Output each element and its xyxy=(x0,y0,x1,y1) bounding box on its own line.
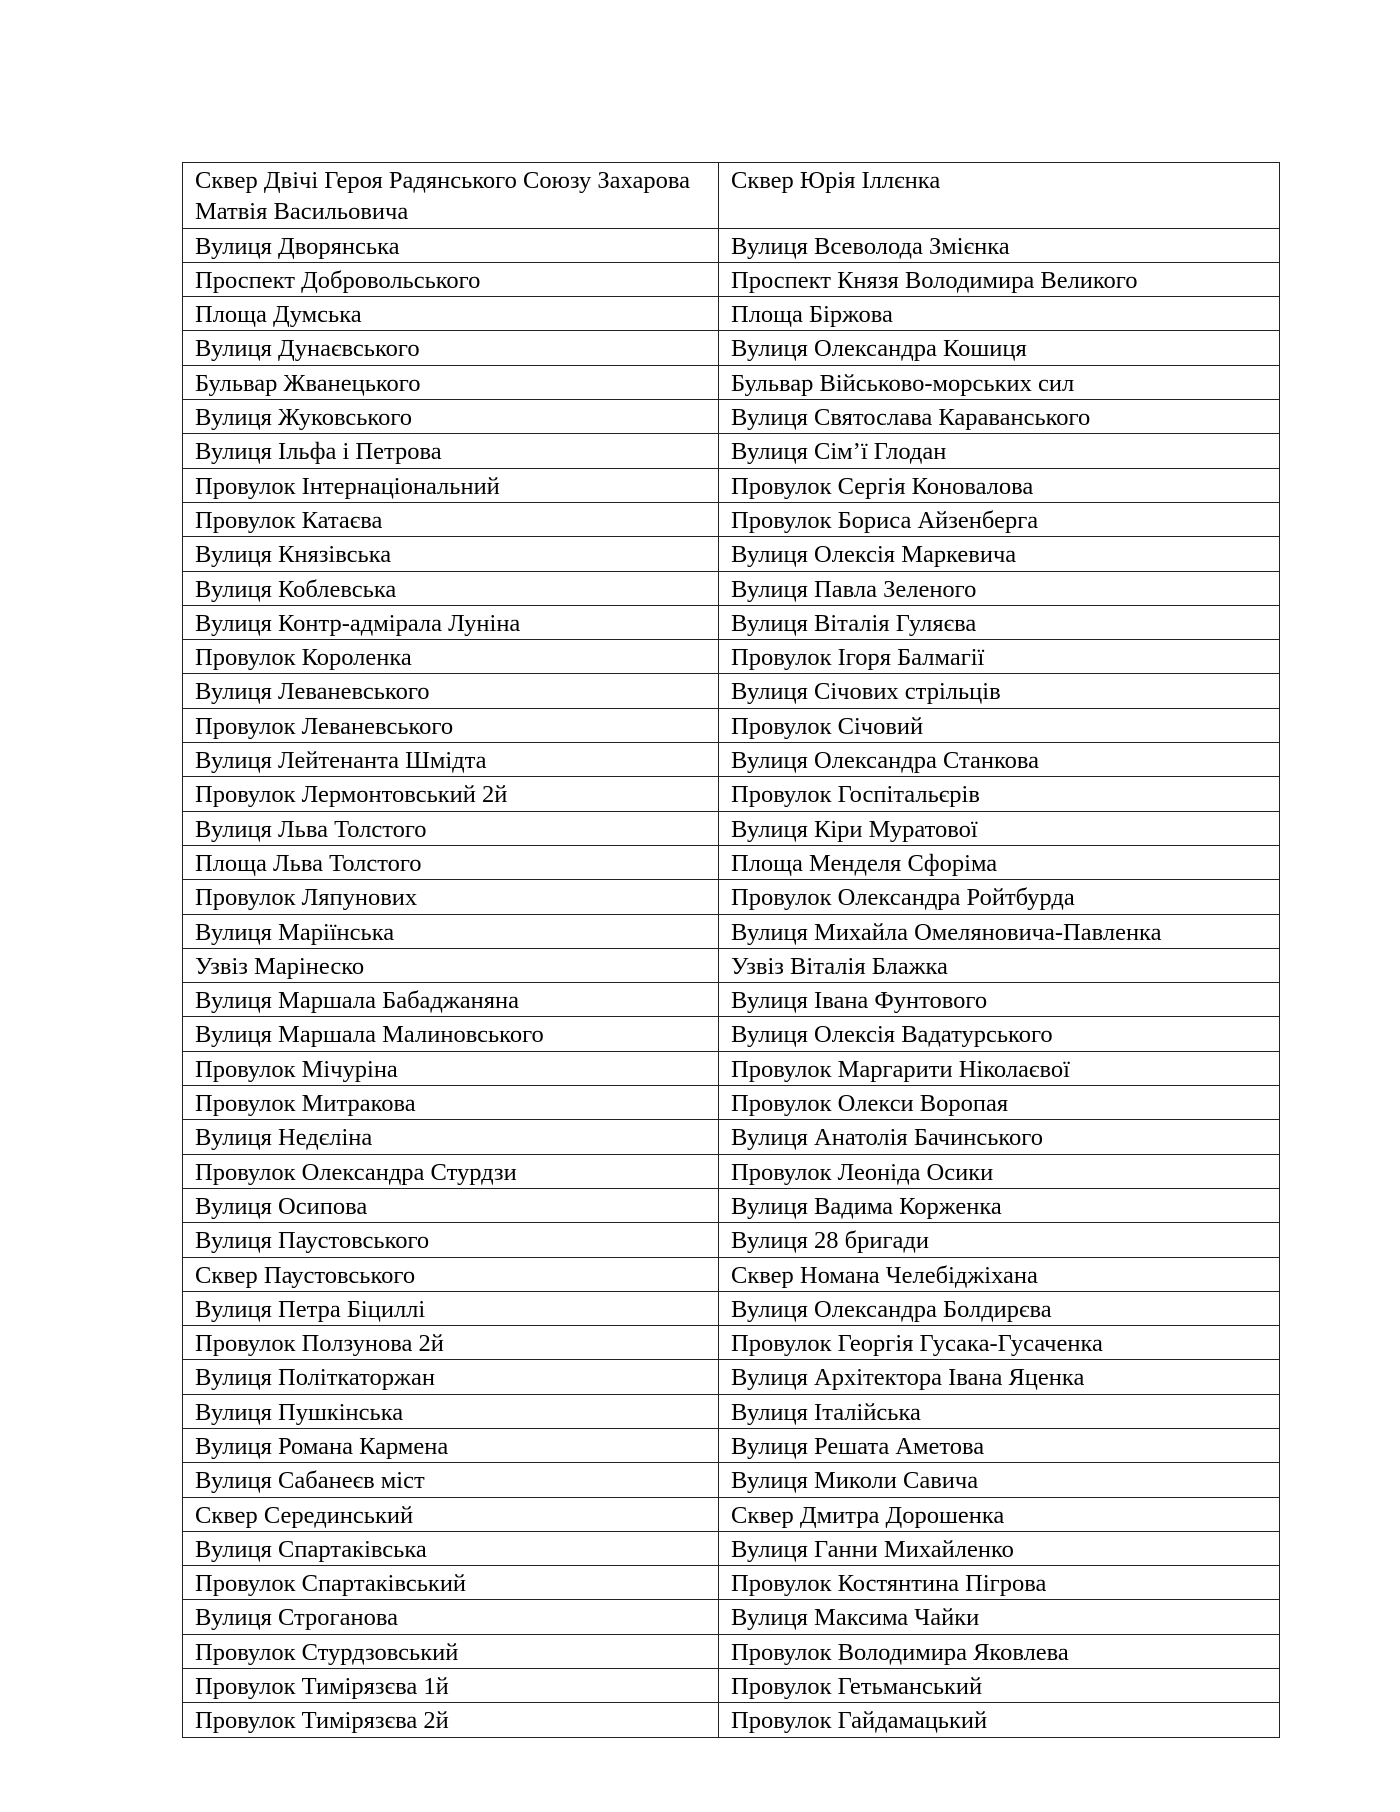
table-row xyxy=(183,1703,1280,1737)
old-street-name-cell: Вулиця Паустовського xyxy=(183,1223,719,1257)
new-street-name-cell: Провулок Гайдамацький xyxy=(719,1703,1280,1737)
table-row xyxy=(183,743,1280,777)
table-row xyxy=(183,1051,1280,1085)
new-street-name-cell: Вулиця Віталія Гуляєва xyxy=(719,605,1280,639)
table-row xyxy=(183,1531,1280,1565)
new-street-name-cell: Сквер Юрія Іллєнка xyxy=(719,163,1280,229)
new-street-name-cell: Вулиця Максима Чайки xyxy=(719,1600,1280,1634)
old-street-name-cell: Вулиця Князівська xyxy=(183,537,719,571)
new-street-name-cell: Провулок Олекси Воропая xyxy=(719,1086,1280,1120)
new-street-name-cell: Провулок Олександра Ройтбурда xyxy=(719,880,1280,914)
table-row xyxy=(183,468,1280,502)
new-street-name-cell: Провулок Володимира Яковлева xyxy=(719,1634,1280,1668)
table-row xyxy=(183,1291,1280,1325)
old-street-name-cell: Сквер Серединський xyxy=(183,1497,719,1531)
new-street-name-cell: Вулиця Олександра Болдирєва xyxy=(719,1291,1280,1325)
old-street-name-cell: Провулок Ползунова 2й xyxy=(183,1326,719,1360)
table-row xyxy=(183,434,1280,468)
table-row xyxy=(183,1634,1280,1668)
table-row xyxy=(183,1600,1280,1634)
table-row xyxy=(183,880,1280,914)
new-street-name-cell: Вулиця Олексія Вадатурського xyxy=(719,1017,1280,1051)
table-row xyxy=(183,537,1280,571)
old-street-name-cell: Вулиця Маршала Бабаджаняна xyxy=(183,983,719,1017)
old-street-name-cell: Вулиця Леваневського xyxy=(183,674,719,708)
old-street-name-cell: Вулиця Осипова xyxy=(183,1188,719,1222)
new-street-name-cell: Провулок Ігоря Балмагії xyxy=(719,640,1280,674)
old-street-name-cell: Вулиця Дворянська xyxy=(183,228,719,262)
table-row xyxy=(183,502,1280,536)
table-row xyxy=(183,1566,1280,1600)
table-row xyxy=(183,845,1280,879)
table-row xyxy=(183,297,1280,331)
table-row xyxy=(183,1463,1280,1497)
table-row xyxy=(183,1360,1280,1394)
old-street-name-cell: Вулиця Контр-адмірала Луніна xyxy=(183,605,719,639)
new-street-name-cell: Вулиця Архітектора Івана Яценка xyxy=(719,1360,1280,1394)
table-row xyxy=(183,1497,1280,1531)
new-street-name-cell: Вулиця Павла Зеленого xyxy=(719,571,1280,605)
old-street-name-cell: Вулиця Лейтенанта Шмідта xyxy=(183,743,719,777)
old-street-name-cell: Вулиця Дунаєвського xyxy=(183,331,719,365)
old-street-name-cell: Провулок Катаєва xyxy=(183,502,719,536)
new-street-name-cell: Вулиця Олексія Маркевича xyxy=(719,537,1280,571)
new-street-name-cell: Вулиця Кіри Муратової xyxy=(719,811,1280,845)
old-street-name-cell: Вулиця Маршала Малиновського xyxy=(183,1017,719,1051)
new-street-name-cell: Вулиця Решата Аметова xyxy=(719,1428,1280,1462)
new-street-name-cell: Вулиця 28 бригади xyxy=(719,1223,1280,1257)
new-street-name-cell: Вулиця Всеволода Змієнка xyxy=(719,228,1280,262)
old-street-name-cell: Вулиця Коблевська xyxy=(183,571,719,605)
old-street-name-cell: Проспект Добровольського xyxy=(183,262,719,296)
table-row xyxy=(183,1154,1280,1188)
table-row xyxy=(183,1428,1280,1462)
new-street-name-cell: Бульвар Військово-морських сил xyxy=(719,365,1280,399)
new-street-name-cell: Вулиця Івана Фунтового xyxy=(719,983,1280,1017)
table-row xyxy=(183,1326,1280,1360)
new-street-name-cell: Провулок Маргарити Ніколаєвої xyxy=(719,1051,1280,1085)
new-street-name-cell: Провулок Бориса Айзенберга xyxy=(719,502,1280,536)
new-street-name-cell: Вулиця Олександра Станкова xyxy=(719,743,1280,777)
new-street-name-cell: Провулок Січовий xyxy=(719,708,1280,742)
table-row xyxy=(183,640,1280,674)
old-street-name-cell: Провулок Леваневського xyxy=(183,708,719,742)
old-street-name-cell: Бульвар Жванецького xyxy=(183,365,719,399)
table-row xyxy=(183,674,1280,708)
new-street-name-cell: Вулиця Миколи Савича xyxy=(719,1463,1280,1497)
old-street-name-cell: Вулиця Льва Толстого xyxy=(183,811,719,845)
new-street-name-cell: Вулиця Святослава Караванського xyxy=(719,400,1280,434)
table-row xyxy=(183,983,1280,1017)
table-row xyxy=(183,1188,1280,1222)
old-street-name-cell: Вулиця Строганова xyxy=(183,1600,719,1634)
new-street-name-cell: Площа Біржова xyxy=(719,297,1280,331)
new-street-name-cell: Сквер Номана Челебіджіхана xyxy=(719,1257,1280,1291)
table-row xyxy=(183,777,1280,811)
table-row xyxy=(183,1223,1280,1257)
table-row xyxy=(183,163,1280,229)
old-street-name-cell: Вулиця Петра Біциллі xyxy=(183,1291,719,1325)
old-street-name-cell: Вулиця Маріїнська xyxy=(183,914,719,948)
table-row xyxy=(183,571,1280,605)
old-street-name-cell: Площа Льва Толстого xyxy=(183,845,719,879)
old-street-name-cell: Вулиця Сабанеєв міст xyxy=(183,1463,719,1497)
table-row xyxy=(183,331,1280,365)
table-row xyxy=(183,1017,1280,1051)
old-street-name-cell: Вулиця Пушкінська xyxy=(183,1394,719,1428)
street-rename-table xyxy=(182,162,1280,1738)
old-street-name-cell: Сквер Паустовського xyxy=(183,1257,719,1291)
old-street-name-cell: Провулок Тимірязєва 2й xyxy=(183,1703,719,1737)
new-street-name-cell: Провулок Леоніда Осики xyxy=(719,1154,1280,1188)
old-street-name-cell: Вулиця Недєліна xyxy=(183,1120,719,1154)
new-street-name-cell: Проспект Князя Володимира Великого xyxy=(719,262,1280,296)
old-street-name-cell: Вулиця Романа Кармена xyxy=(183,1428,719,1462)
old-street-name-cell: Вулиця Ільфа і Петрова xyxy=(183,434,719,468)
table-row xyxy=(183,811,1280,845)
table-row xyxy=(183,708,1280,742)
table-row xyxy=(183,914,1280,948)
table-row xyxy=(183,365,1280,399)
old-street-name-cell: Провулок Короленка xyxy=(183,640,719,674)
table-row xyxy=(183,228,1280,262)
old-street-name-cell: Провулок Спартаківський xyxy=(183,1566,719,1600)
street-rename-table-body xyxy=(183,163,1280,1738)
old-street-name-cell: Вулиця Жуковського xyxy=(183,400,719,434)
new-street-name-cell: Вулиця Михайла Омеляновича-Павленка xyxy=(719,914,1280,948)
old-street-name-cell: Вулиця Політкаторжан xyxy=(183,1360,719,1394)
table-row xyxy=(183,1394,1280,1428)
table-row xyxy=(183,1120,1280,1154)
table-row xyxy=(183,605,1280,639)
old-street-name-cell: Провулок Інтернаціональний xyxy=(183,468,719,502)
new-street-name-cell: Провулок Георгія Гусака-Гусаченка xyxy=(719,1326,1280,1360)
old-street-name-cell: Провулок Ляпунових xyxy=(183,880,719,914)
new-street-name-cell: Узвіз Віталія Блажка xyxy=(719,948,1280,982)
table-row xyxy=(183,400,1280,434)
old-street-name-cell: Провулок Олександра Стурдзи xyxy=(183,1154,719,1188)
old-street-name-cell: Провулок Митракова xyxy=(183,1086,719,1120)
new-street-name-cell: Вулиця Ганни Михайленко xyxy=(719,1531,1280,1565)
new-street-name-cell: Провулок Костянтина Пігрова xyxy=(719,1566,1280,1600)
old-street-name-cell: Сквер Двічі Героя Радянського Союзу Захарова Матвія Васильовича xyxy=(183,163,719,229)
new-street-name-cell: Провулок Госпітальєрів xyxy=(719,777,1280,811)
old-street-name-cell: Провулок Тимірязєва 1й xyxy=(183,1669,719,1703)
new-street-name-cell: Вулиця Анатолія Бачинського xyxy=(719,1120,1280,1154)
old-street-name-cell: Провулок Лермонтовський 2й xyxy=(183,777,719,811)
new-street-name-cell: Вулиця Італійська xyxy=(719,1394,1280,1428)
old-street-name-cell: Провулок Стурдзовський xyxy=(183,1634,719,1668)
new-street-name-cell: Провулок Сергія Коновалова xyxy=(719,468,1280,502)
table-row xyxy=(183,1086,1280,1120)
old-street-name-cell: Узвіз Марінеско xyxy=(183,948,719,982)
new-street-name-cell: Провулок Гетьманський xyxy=(719,1669,1280,1703)
new-street-name-cell: Вулиця Олександра Кошиця xyxy=(719,331,1280,365)
new-street-name-cell: Площа Менделя Сфоріма xyxy=(719,845,1280,879)
old-street-name-cell: Провулок Мічуріна xyxy=(183,1051,719,1085)
new-street-name-cell: Сквер Дмитра Дорошенка xyxy=(719,1497,1280,1531)
new-street-name-cell: Вулиця Сім’ї Глодан xyxy=(719,434,1280,468)
old-street-name-cell: Вулиця Спартаківська xyxy=(183,1531,719,1565)
new-street-name-cell: Вулиця Січових стрільців xyxy=(719,674,1280,708)
table-row xyxy=(183,1669,1280,1703)
new-street-name-cell: Вулиця Вадима Корженка xyxy=(719,1188,1280,1222)
old-street-name-cell: Площа Думська xyxy=(183,297,719,331)
table-row xyxy=(183,262,1280,296)
table-row xyxy=(183,948,1280,982)
table-row xyxy=(183,1257,1280,1291)
